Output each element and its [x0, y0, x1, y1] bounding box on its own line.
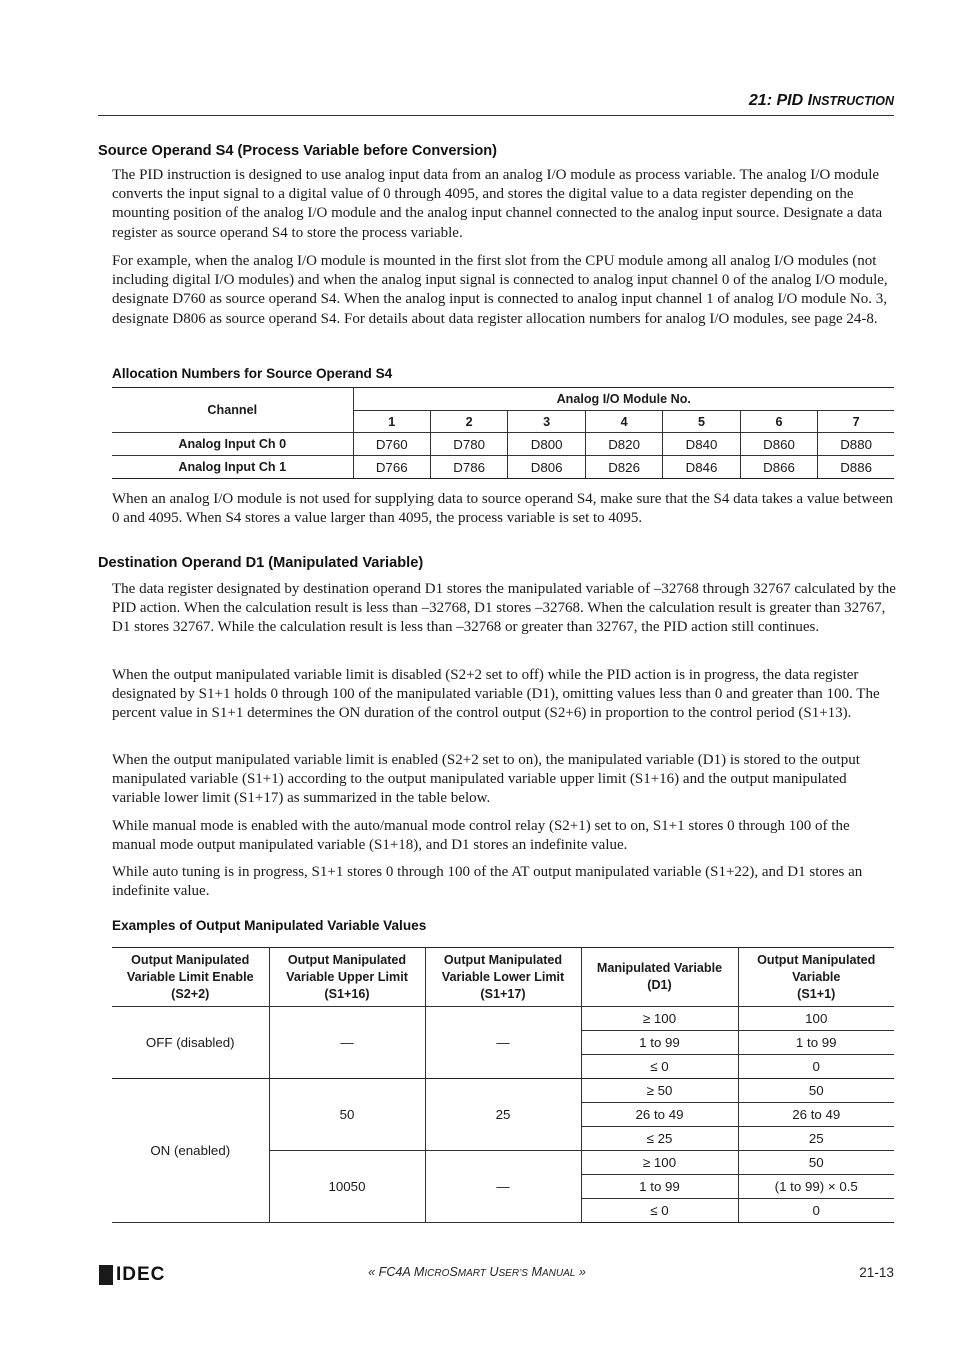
channel-header: Channel — [112, 388, 353, 433]
upper-limit-cell: 10050 — [269, 1151, 425, 1223]
table-cell: D846 — [663, 456, 740, 479]
table-cell: ≥ 100 — [581, 1151, 738, 1175]
module-number: 3 — [508, 411, 585, 433]
upper-limit-cell: — — [269, 1007, 425, 1079]
table-row — [112, 456, 894, 479]
header-upper-limit: Output Manipulated Variable Upper Limit (S1+16) — [269, 948, 425, 1007]
paragraph-d1-2: When the output manipulated variable limit is disabled (S2+2 set to off) while the PID action is in progress, the data register designated by S1+1 holds 0 through 100 of the manipulated variable (D1), omitting values less than 0 and greater than 100. The percent value in S1+1 determines the ON duration of the control output (S2+6) in proportion to the control period (S1+13). — [112, 667, 880, 722]
table-cell: D860 — [740, 433, 817, 456]
table-cell: 1 to 99 — [581, 1175, 738, 1199]
table-cell: ≤ 0 — [581, 1199, 738, 1223]
table-cell: 100 — [738, 1007, 894, 1031]
table-cell: D840 — [663, 433, 740, 456]
header-manipulated-variable: Manipulated Variable (D1) — [581, 948, 738, 1007]
paragraph-d1-3: When the output manipulated variable limit is enabled (S2+2 set to on), the manipulated variable (D1) is stored to the output manipulated variable (S1+1) according to the output manipulated variable upper limit (S1+16) and the output manipulated variable lower limit (S1+17) as summarized in the table below. — [112, 752, 860, 807]
table-cell: 0 — [738, 1055, 894, 1079]
table-cell: D780 — [430, 433, 507, 456]
row-label: Analog Input Ch 0 — [112, 433, 353, 456]
row-label: Analog Input Ch 1 — [112, 456, 353, 479]
table-row — [112, 1007, 894, 1031]
chapter-title: 21: PID INSTRUCTION — [748, 92, 894, 109]
lower-limit-cell: 25 — [425, 1079, 581, 1151]
table-cell: D760 — [353, 433, 430, 456]
footer-manual-title: « FC4A MICROSMART USER’S MANUAL » — [368, 1265, 586, 1279]
table-cell: 1 to 99 — [738, 1031, 894, 1055]
table-cell: D880 — [818, 433, 894, 456]
table-cell: ≥ 50 — [581, 1079, 738, 1103]
table-cell: D800 — [508, 433, 585, 456]
table-cell: 26 to 49 — [738, 1103, 894, 1127]
table-cell: D786 — [430, 456, 507, 479]
header-lower-limit: Output Manipulated Variable Lower Limit (S1+17) — [425, 948, 581, 1007]
table-cell: ≥ 100 — [581, 1007, 738, 1031]
module-number: 6 — [740, 411, 817, 433]
section-heading-s4: Source Operand S4 (Process Variable before Conversion) — [98, 143, 498, 159]
table-cell: 0 — [738, 1199, 894, 1223]
lower-limit-cell: — — [425, 1007, 581, 1079]
table-cell: 25 — [738, 1127, 894, 1151]
table-cell: D820 — [585, 433, 662, 456]
table-title-examples: Examples of Output Manipulated Variable Values — [112, 918, 427, 933]
module-header: Analog I/O Module No. — [353, 388, 894, 411]
table-cell: 50 — [738, 1079, 894, 1103]
table-cell: D886 — [818, 456, 894, 479]
paragraph-d1-1: The data register designated by destination operand D1 stores the manipulated variable of –32768 through 32767 calculated by the PID action. When the calculation result is less than –32768, D1 stores –32768. When the calculation result is greater than 32767, D1 stores 32767. While the calculation result is less than –32768 or greater than 32767, the PID action still continues. — [112, 581, 896, 636]
table-cell: D806 — [508, 456, 585, 479]
table-cell: D866 — [740, 456, 817, 479]
limit-off-label: OFF (disabled) — [112, 1007, 269, 1079]
table-cell: (1 to 99) × 0.5 — [738, 1175, 894, 1199]
module-number: 2 — [430, 411, 507, 433]
allocation-table — [112, 387, 894, 479]
table-cell: 26 to 49 — [581, 1103, 738, 1127]
module-number: 4 — [585, 411, 662, 433]
lower-limit-cell: — — [425, 1151, 581, 1223]
table-title-allocation: Allocation Numbers for Source Operand S4 — [112, 366, 393, 381]
idec-logo: IDEC — [99, 1264, 165, 1286]
module-number: 5 — [663, 411, 740, 433]
paragraph-d1-4: While manual mode is enabled with the auto/manual mode control relay (S2+1) set to on, S1+1 stores 0 through 100 of the manual mode output manipulated variable (S1+18), and D1 stores an indefinite value. — [112, 818, 850, 854]
page-number: 21-13 — [859, 1265, 894, 1280]
paragraph-s4-note: When an analog I/O module is not used for supplying data to source operand S4, make sure that the S4 data takes a value between 0 and 4095. When S4 stores a value larger than 4095, the process variable is set to 4095. — [112, 491, 894, 527]
header-rule — [98, 115, 894, 116]
paragraph-s4-intro: The PID instruction is designed to use analog input data from an analog I/O module as process variable. The analog I/O module converts the input signal to a digital value of 0 through 4095, and stores the digital value to a data register depending on the mounting position of the analog I/O module and the analog input channel connected to the analog input source. Designate a data register as source operand S4 to store the process variable. — [112, 167, 883, 241]
table-cell: 1 to 99 — [581, 1031, 738, 1055]
table-cell: ≤ 25 — [581, 1127, 738, 1151]
limit-on-label: ON (enabled) — [112, 1079, 269, 1223]
paragraph-d1-5: While auto tuning is in progress, S1+1 stores 0 through 100 of the AT output manipulated variable (S1+22), and D1 stores an indefinite value. — [112, 864, 863, 900]
module-number: 7 — [818, 411, 894, 433]
header-limit-enable: Output Manipulated Variable Limit Enable (S2+2) — [112, 948, 269, 1007]
paragraph-s4-example: For example, when the analog I/O module is mounted in the first slot from the CPU module among all analog I/O modules (not including digital I/O modules) and when the analog input signal is connected to analog input channel 0 of the analog I/O module, designate D760 as source operand S4. When the analog input is connected to analog input channel 1 of analog I/O module No. 3, designate D806 as source operand S4. For details about data register allocation numbers for analog I/O modules, see page 24-8. — [112, 253, 888, 327]
table-row — [112, 1079, 894, 1103]
table-cell: D766 — [353, 456, 430, 479]
header-output-variable: Output Manipulated Variable (S1+1) — [738, 948, 894, 1007]
section-heading-d1: Destination Operand D1 (Manipulated Variable) — [98, 555, 424, 571]
table-cell: 50 — [738, 1151, 894, 1175]
table-row — [112, 433, 894, 456]
module-number: 1 — [353, 411, 430, 433]
table-cell: ≤ 0 — [581, 1055, 738, 1079]
examples-table — [112, 947, 894, 1223]
upper-limit-cell: 50 — [269, 1079, 425, 1151]
table-cell: D826 — [585, 456, 662, 479]
